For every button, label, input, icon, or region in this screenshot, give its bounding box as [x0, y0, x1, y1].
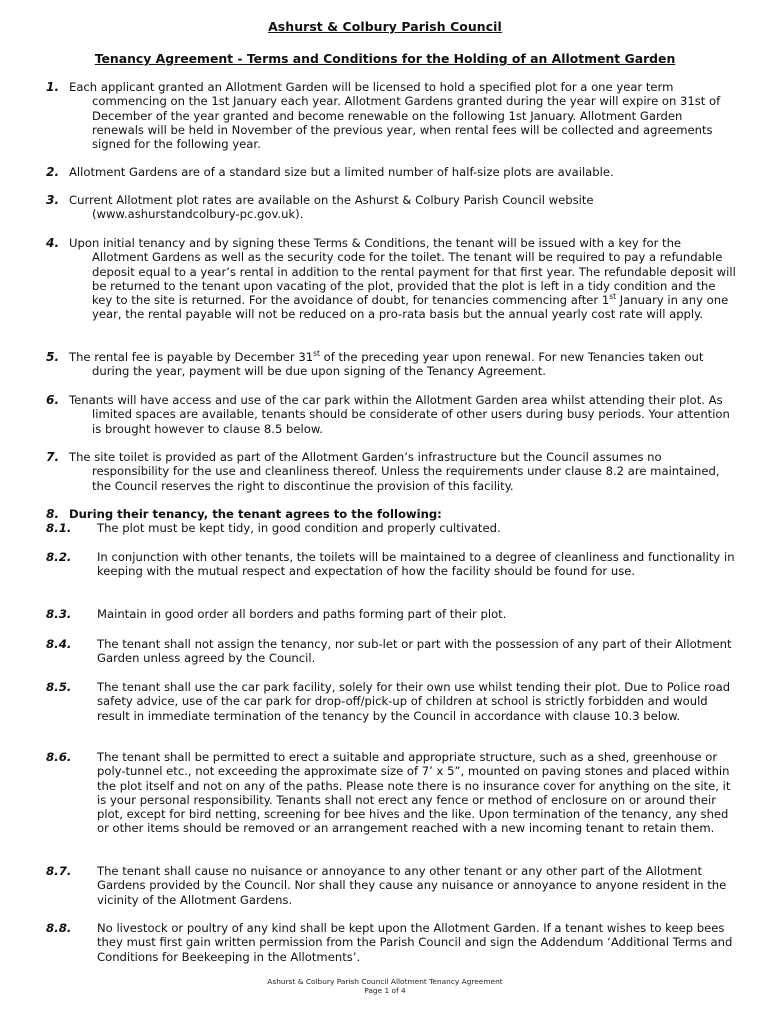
subclause-text: Maintain in good order all borders and paths forming part of their plot. [97, 607, 507, 621]
clause-heading: During their tenancy, the tenant agrees to the following: [69, 507, 442, 521]
clause-number: 1. [46, 80, 60, 94]
document-title: Ashurst & Colbury Parish Council [268, 19, 502, 34]
clause-1 [46, 80, 736, 151]
subclause-text: The tenant shall use the car park facility, solely for their own use whilst tending their plot. Due to Police road safety advice, use of the car park for drop-off/pick-up of children at school is strictly forbidden and would result in immediate termination of the tenancy by the Council in accordance with clause 10.3 below. [97, 680, 731, 723]
ordinal-suffix: st [609, 292, 617, 302]
subclause-text: No livestock or poultry of any kind shall be kept upon the Allotment Garden. If a tenant wishes to keep bees they must first gain written permission from the Parish Council and sign the Addendum ‘Additional Terms and Conditions for Beekeeping in the Allotments’. [97, 921, 733, 964]
clause-text [46, 350, 736, 379]
page-footer [0, 977, 770, 995]
clause-text [46, 236, 736, 322]
footer-document-name: Ashurst & Colbury Parish Council Allotment Tenancy Agreement [267, 977, 503, 986]
subclause-8-1 [46, 521, 736, 535]
clause-text: The site toilet is provided as part of the Allotment Garden’s infrastructure but the Council assumes no responsibility for the use and cleanliness thereof. Unless the requirements under clause 8.2 are maintained, the Council reserves the right to discontinue the provision of this facility. [69, 450, 720, 493]
document-subtitle: Tenancy Agreement - Terms and Conditions for the Holding of an Allotment Garden [94, 51, 676, 66]
subclause-number: 8.3. [46, 607, 72, 621]
ordinal-suffix: st [313, 349, 320, 359]
subclause-number: 8.2. [46, 550, 72, 564]
clause-number: 4. [46, 236, 60, 250]
clause-text-part: Upon initial tenancy and by signing these Terms & Conditions, the tenant will be issued with a key for the Allotment Gardens as well as the security code for the toilet. The tenant will be required to pay a refundable deposit equal to a year’s rental in addition to the rental payment for that first year. The refundable deposit will be returned to the tenant upon vacating of the plot, provided that the plot is left in a tidy condition and the key to the site is returned. For the avoidance of doubt, for tenancies commencing after 1 [69, 236, 736, 308]
clause-text: Tenants will have access and use of the car park within the Allotment Garden area whilst attending their plot. As limited spaces are available, tenants should be considerate of other users during busy periods. Your attention is brought however to clause 8.5 below. [69, 393, 730, 436]
subclause-8-8 [46, 921, 736, 964]
subclause-number: 8.5. [46, 680, 72, 694]
subclause-number: 8.6. [46, 750, 72, 764]
clause-6 [46, 393, 736, 436]
clause-text: Current Allotment plot rates are available on the Ashurst & Colbury Parish Council website (www.ashurstandcolbury-pc.gov.uk). [69, 193, 594, 222]
subclause-number: 8.8. [46, 921, 72, 935]
subclause-8-6 [46, 750, 736, 836]
subclause-text: The tenant shall be permitted to erect a suitable and appropriate structure, such as a shed, greenhouse or poly-tunnel etc., not exceeding the approximate size of 7’ x 5”, mounted on paving stones and placed within the plot itself and not on any of the paths. Please note there is no insurance cover for anything on the site, it is your personal responsibility. Tenants shall not erect any fence or method of enclosure on or around their plot, except for bird netting, screening for bee hives and the like. Upon termination of the tenancy, any shed or other items should be removed or an arrangement reached with a new incoming tenant to retain them. [97, 750, 731, 836]
clause-text: Allotment Gardens are of a standard size but a limited number of half-size plots are available. [69, 165, 614, 179]
clause-text-part: The rental fee is payable by December 31 [69, 350, 314, 364]
clause-number: 2. [46, 165, 60, 179]
subclause-8-2 [46, 550, 736, 579]
subclause-8-7 [46, 864, 736, 907]
footer-page-number: Page 1 of 4 [364, 986, 406, 995]
clause-7 [46, 450, 736, 493]
subclause-number: 8.1. [46, 521, 72, 535]
clause-3 [46, 193, 736, 222]
clause-number: 8. [46, 507, 60, 521]
subclause-text: The plot must be kept tidy, in good condition and properly cultivated. [97, 521, 501, 535]
clause-8 [46, 507, 736, 521]
subclause-number: 8.4. [46, 637, 72, 651]
subclause-8-4 [46, 637, 736, 666]
clause-text: Each applicant granted an Allotment Garden will be licensed to hold a specified plot for a one year term commencing on the 1st January each year. Allotment Gardens granted during the year will expire on 31st of December of the year granted and become renewable on the following 1st January. Allotment Garden renewals will be held in November of the previous year, when rental fees will be collected and agreements signed for the following year. [69, 80, 721, 152]
clause-number: 6. [46, 393, 60, 407]
clause-4 [46, 236, 736, 322]
clause-5 [46, 350, 736, 379]
clause-number: 7. [46, 450, 60, 464]
clause-text-part: January in any one year, the rental payable will not be reduced on a pro-rata basis but the annual yearly cost rate will apply. [92, 293, 729, 322]
subclause-text: In conjunction with other tenants, the toilets will be maintained to a degree of cleanliness and functionality in keeping with the mutual respect and expectation of how the facility should be found for use. [97, 550, 735, 579]
subclause-number: 8.7. [46, 864, 72, 878]
subclause-8-3 [46, 607, 736, 621]
clause-number: 5. [46, 350, 60, 364]
clause-2 [46, 165, 736, 179]
subclause-text: The tenant shall not assign the tenancy, nor sub-let or part with the possession of any part of their Allotment Garden unless agreed by the Council. [97, 637, 732, 666]
clause-text-part: of the preceding year upon renewal. For new Tenancies taken out during the year, payment will be due upon signing of the Tenancy Agreement. [92, 350, 704, 379]
subclause-8-5 [46, 680, 736, 723]
subclause-text: The tenant shall cause no nuisance or annoyance to any other tenant or any other part of the Allotment Gardens provided by the Council. Nor shall they cause any nuisance or annoyance to anyone resident in the vicinity of the Allotment Gardens. [97, 864, 727, 907]
clause-number: 3. [46, 193, 60, 207]
